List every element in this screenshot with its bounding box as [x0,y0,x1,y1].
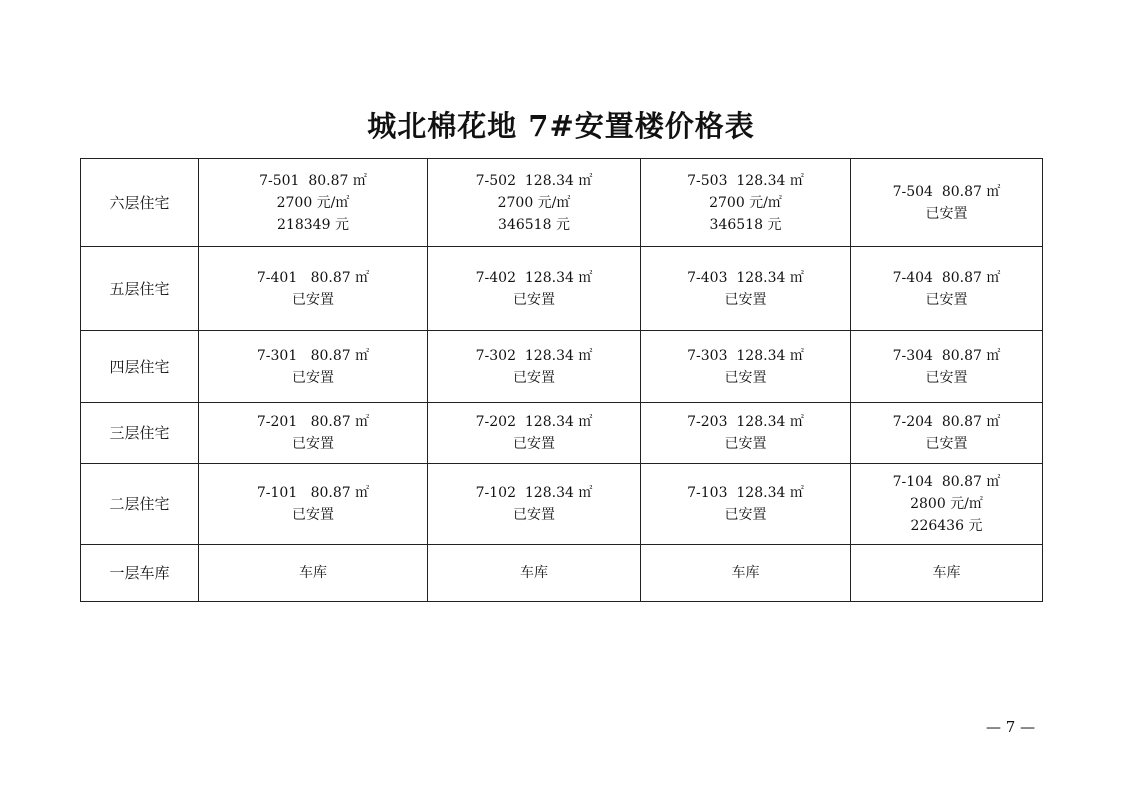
unit-cell-line: 2700 元/㎡ [276,194,350,211]
unit-cell-line: 已安置 [925,205,968,222]
unit-cell [851,403,1043,464]
unit-cell-line: 已安置 [513,436,555,452]
unit-cell-line: 已安置 [925,291,968,308]
table-row [81,159,1043,247]
floor-label: 四层住宅 [81,331,199,403]
floor-label: 六层住宅 [81,159,199,247]
unit-cell-line: 车库 [299,565,327,581]
unit-cell [199,331,428,403]
unit-cell-line: 7-403 128.34 ㎡ [687,269,804,286]
unit-cell-line: 已安置 [724,507,767,523]
unit-cell [428,464,641,545]
unit-cell-line: 2800 元/㎡ [910,496,983,512]
page-title: 城北棉花地 7#安置楼价格表 [367,109,755,143]
unit-cell [851,247,1043,331]
unit-cell-line: 7-304 80.87 ㎡ [892,347,1001,364]
table-row [81,464,1043,545]
unit-cell [428,545,641,602]
unit-cell-line: 218349 元 [277,216,349,233]
unit-cell-line: 2700 元/㎡ [497,194,571,211]
unit-cell-line: 已安置 [724,369,767,386]
unit-cell-line: 7-303 128.34 ㎡ [687,347,804,364]
floor-label: 三层住宅 [81,403,199,464]
unit-cell-line: 已安置 [513,369,555,386]
unit-cell-line: 7-504 80.87 ㎡ [892,183,1001,200]
unit-cell-line: 7-202 128.34 ㎡ [475,414,593,430]
price-table [80,158,1043,602]
unit-cell [199,247,428,331]
unit-cell-line: 7-103 128.34 ㎡ [687,485,804,501]
unit-cell-line: 已安置 [292,291,334,308]
unit-cell [641,464,851,545]
unit-cell [851,464,1043,545]
unit-cell [641,403,851,464]
unit-cell-line: 7-101 80.87 ㎡ [256,485,370,501]
unit-cell-line: 7-402 128.34 ㎡ [475,269,593,286]
unit-cell-line: 已安置 [925,436,968,452]
floor-label: 五层住宅 [81,247,199,331]
unit-cell [199,159,428,247]
unit-cell-line: 已安置 [513,507,555,523]
table-row [81,331,1043,403]
unit-cell [641,545,851,602]
unit-cell [851,331,1043,403]
unit-cell-line: 7-401 80.87 ㎡ [256,269,370,286]
unit-cell-line: 已安置 [513,291,555,308]
floor-label: 二层住宅 [81,464,199,545]
unit-cell-line: 7-301 80.87 ㎡ [256,347,370,364]
unit-cell-line: 已安置 [292,369,334,386]
unit-cell-line: 车库 [731,565,760,581]
unit-cell-line: 7-302 128.34 ㎡ [475,347,593,364]
unit-cell [641,159,851,247]
unit-cell-line: 7-204 80.87 ㎡ [892,414,1001,430]
unit-cell [851,545,1043,602]
unit-cell-line: 7-502 128.34 ㎡ [475,172,593,189]
unit-cell-line: 7-203 128.34 ㎡ [687,414,804,430]
unit-cell-line: 已安置 [724,291,767,308]
unit-cell [428,331,641,403]
unit-cell-line: 346518 元 [498,216,570,233]
unit-cell-line: 已安置 [292,507,334,523]
unit-cell-line: 车库 [932,565,961,581]
unit-cell-line: 346518 元 [709,216,782,233]
floor-label: 一层车库 [81,545,199,602]
table-row [81,403,1043,464]
unit-cell [851,159,1043,247]
unit-cell [199,545,428,602]
unit-cell-line: 7-404 80.87 ㎡ [892,269,1001,286]
unit-cell-line: 车库 [520,565,548,581]
unit-cell [428,403,641,464]
unit-cell-line: 2700 元/㎡ [709,194,782,211]
page-number: — 7 — [986,718,1036,736]
unit-cell-line: 7-102 128.34 ㎡ [475,485,593,501]
unit-cell [199,464,428,545]
unit-cell-line: 7-503 128.34 ㎡ [687,172,804,189]
unit-cell [641,331,851,403]
unit-cell [428,159,641,247]
unit-cell-line: 7-501 80.87 ㎡ [259,172,367,189]
unit-cell-line: 已安置 [292,436,334,452]
table-row [81,545,1043,602]
unit-cell-line: 已安置 [925,369,968,386]
unit-cell-line: 已安置 [724,436,767,452]
unit-cell [641,247,851,331]
unit-cell [428,247,641,331]
unit-cell-line: 226436 元 [910,518,983,534]
table-row [81,247,1043,331]
unit-cell-line: 7-104 80.87 ㎡ [892,474,1001,490]
unit-cell-line: 7-201 80.87 ㎡ [256,414,370,430]
unit-cell [199,403,428,464]
